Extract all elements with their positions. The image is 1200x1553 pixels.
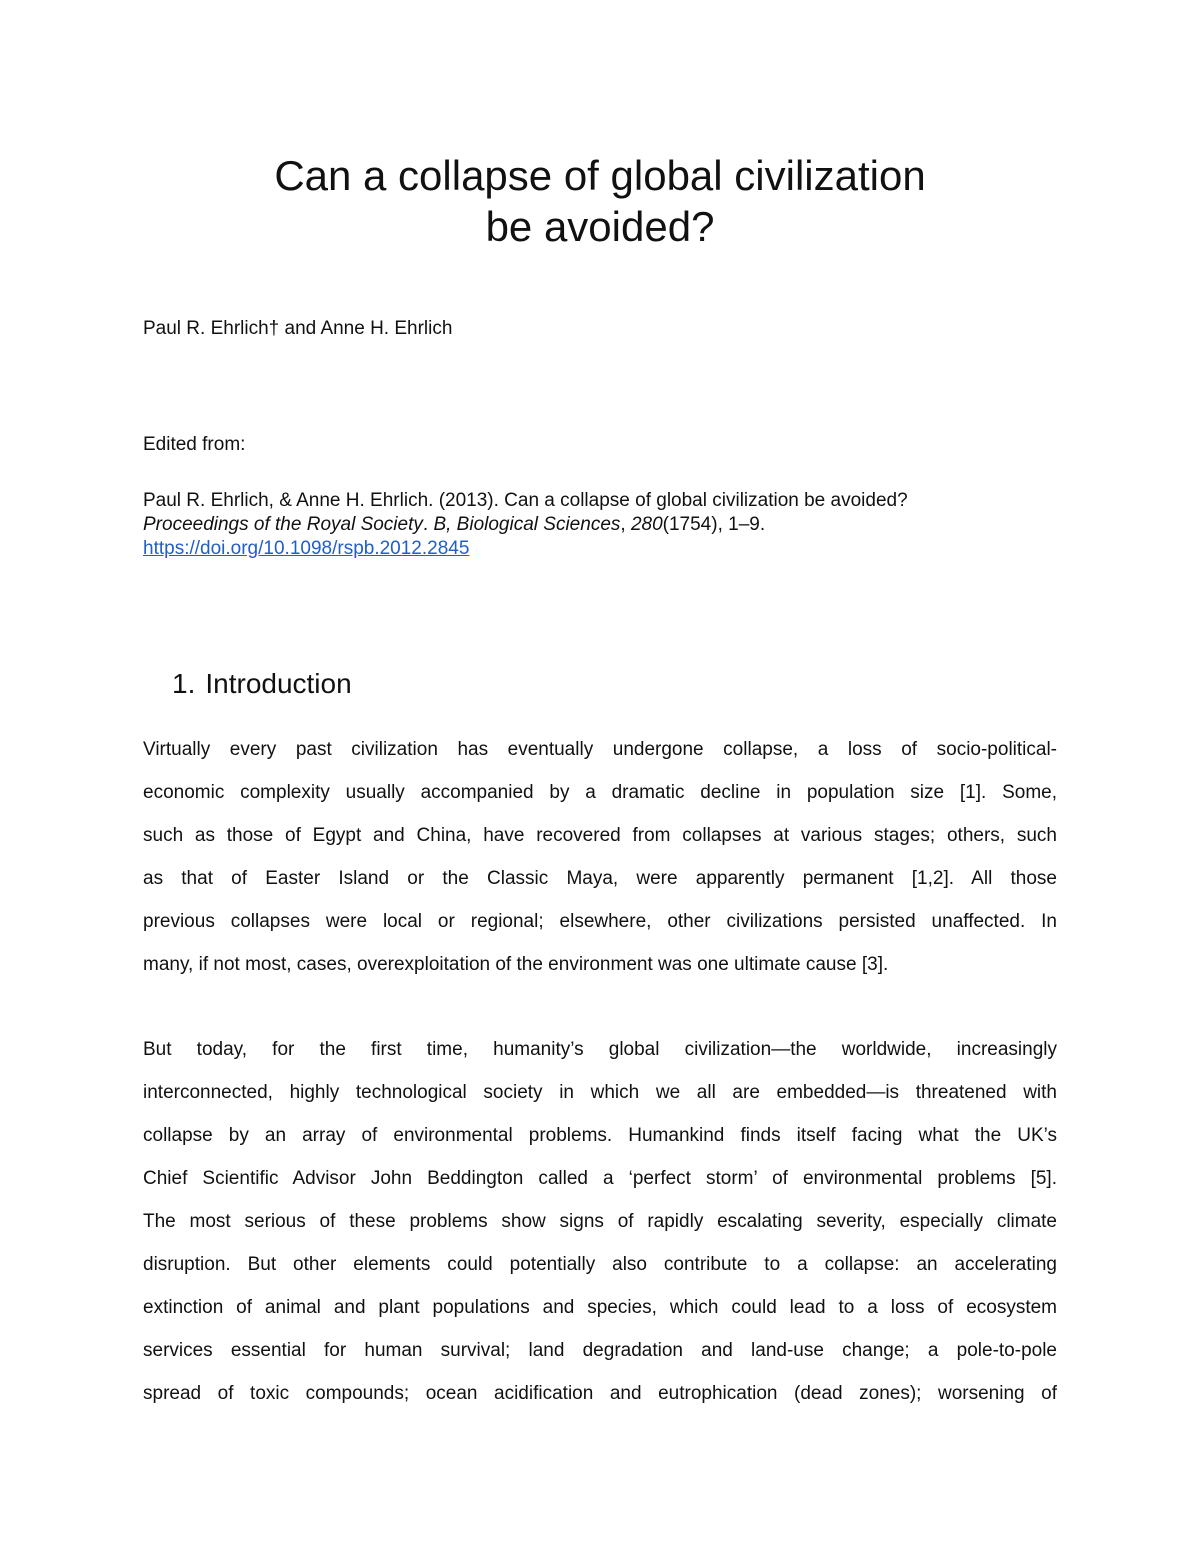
paragraph-1 bbox=[143, 728, 1057, 986]
citation-line-2 bbox=[143, 513, 1073, 537]
paragraph-line: The most serious of these problems show signs of rapidly escalating severity, especially climate bbox=[143, 1211, 1057, 1232]
author-line: Paul R. Ehrlich† and Anne H. Ehrlich bbox=[143, 318, 453, 339]
doi-link[interactable]: https://doi.org/10.1098/rspb.2012.2845 bbox=[143, 538, 470, 559]
paragraph-line: Virtually every past civilization has eventually undergone collapse, a loss of socio-political- bbox=[143, 739, 1057, 760]
edited-from-label: Edited from: bbox=[143, 434, 246, 455]
citation-journal: Proceedings of the Royal Society bbox=[143, 514, 423, 535]
citation-section: B, Biological Sciences bbox=[433, 514, 621, 535]
citation-separator: . bbox=[422, 514, 434, 535]
title-line-1: Can a collapse of global civilization bbox=[274, 152, 926, 199]
citation-separator: , bbox=[620, 514, 631, 535]
paragraph-line: interconnected, highly technological society in which we all are embedded—is threatened with bbox=[143, 1082, 1057, 1103]
paragraph-line: many, if not most, cases, overexploitation of the environment was one ultimate cause [3]. bbox=[143, 954, 889, 975]
section-number: 1. bbox=[172, 668, 196, 699]
paragraph-line: disruption. But other elements could potentially also contribute to a collapse: an accelerating bbox=[143, 1254, 1057, 1275]
paragraph-line: spread of toxic compounds; ocean acidification and eutrophication (dead zones); worsening of bbox=[143, 1383, 1057, 1404]
citation-volume: 280 bbox=[630, 514, 663, 535]
paragraph-line: previous collapses were local or regional; elsewhere, other civilizations persisted unaffected. In bbox=[143, 911, 1057, 932]
source-citation bbox=[143, 489, 1073, 561]
paragraph-line: extinction of animal and plant populations and species, which could lead to a loss of ecosystem bbox=[143, 1297, 1057, 1318]
citation-issue-pages: (1754), 1–9. bbox=[662, 514, 766, 535]
paragraph-line: economic complexity usually accompanied by a dramatic decline in population size [1]. Some, bbox=[143, 782, 1057, 803]
paragraph-2 bbox=[143, 1028, 1057, 1415]
paragraph-line: services essential for human survival; land degradation and land-use change; a pole-to-pole bbox=[143, 1340, 1057, 1361]
paragraph-line: as that of Easter Island or the Classic Maya, were apparently permanent [1,2]. All those bbox=[143, 868, 1057, 889]
citation-line-1: Paul R. Ehrlich, & Anne H. Ehrlich. (2013). Can a collapse of global civilization be avoided? bbox=[143, 490, 908, 511]
section-title: Introduction bbox=[205, 668, 352, 699]
paragraph-line: collapse by an array of environmental problems. Humankind finds itself facing what the UK’s bbox=[143, 1125, 1057, 1146]
section-heading bbox=[172, 666, 352, 702]
paragraph-line: such as those of Egypt and China, have recovered from collapses at various stages; others, such bbox=[143, 825, 1057, 846]
paragraph-line: But today, for the first time, humanity’s global civilization—the worldwide, increasingly bbox=[143, 1039, 1057, 1060]
title-line-2: be avoided? bbox=[485, 203, 715, 250]
document-title bbox=[0, 150, 1200, 252]
citation-line-3 bbox=[143, 537, 1073, 561]
paragraph-line: Chief Scientific Advisor John Beddington called a ‘perfect storm’ of environmental problems [5]. bbox=[143, 1168, 1057, 1189]
